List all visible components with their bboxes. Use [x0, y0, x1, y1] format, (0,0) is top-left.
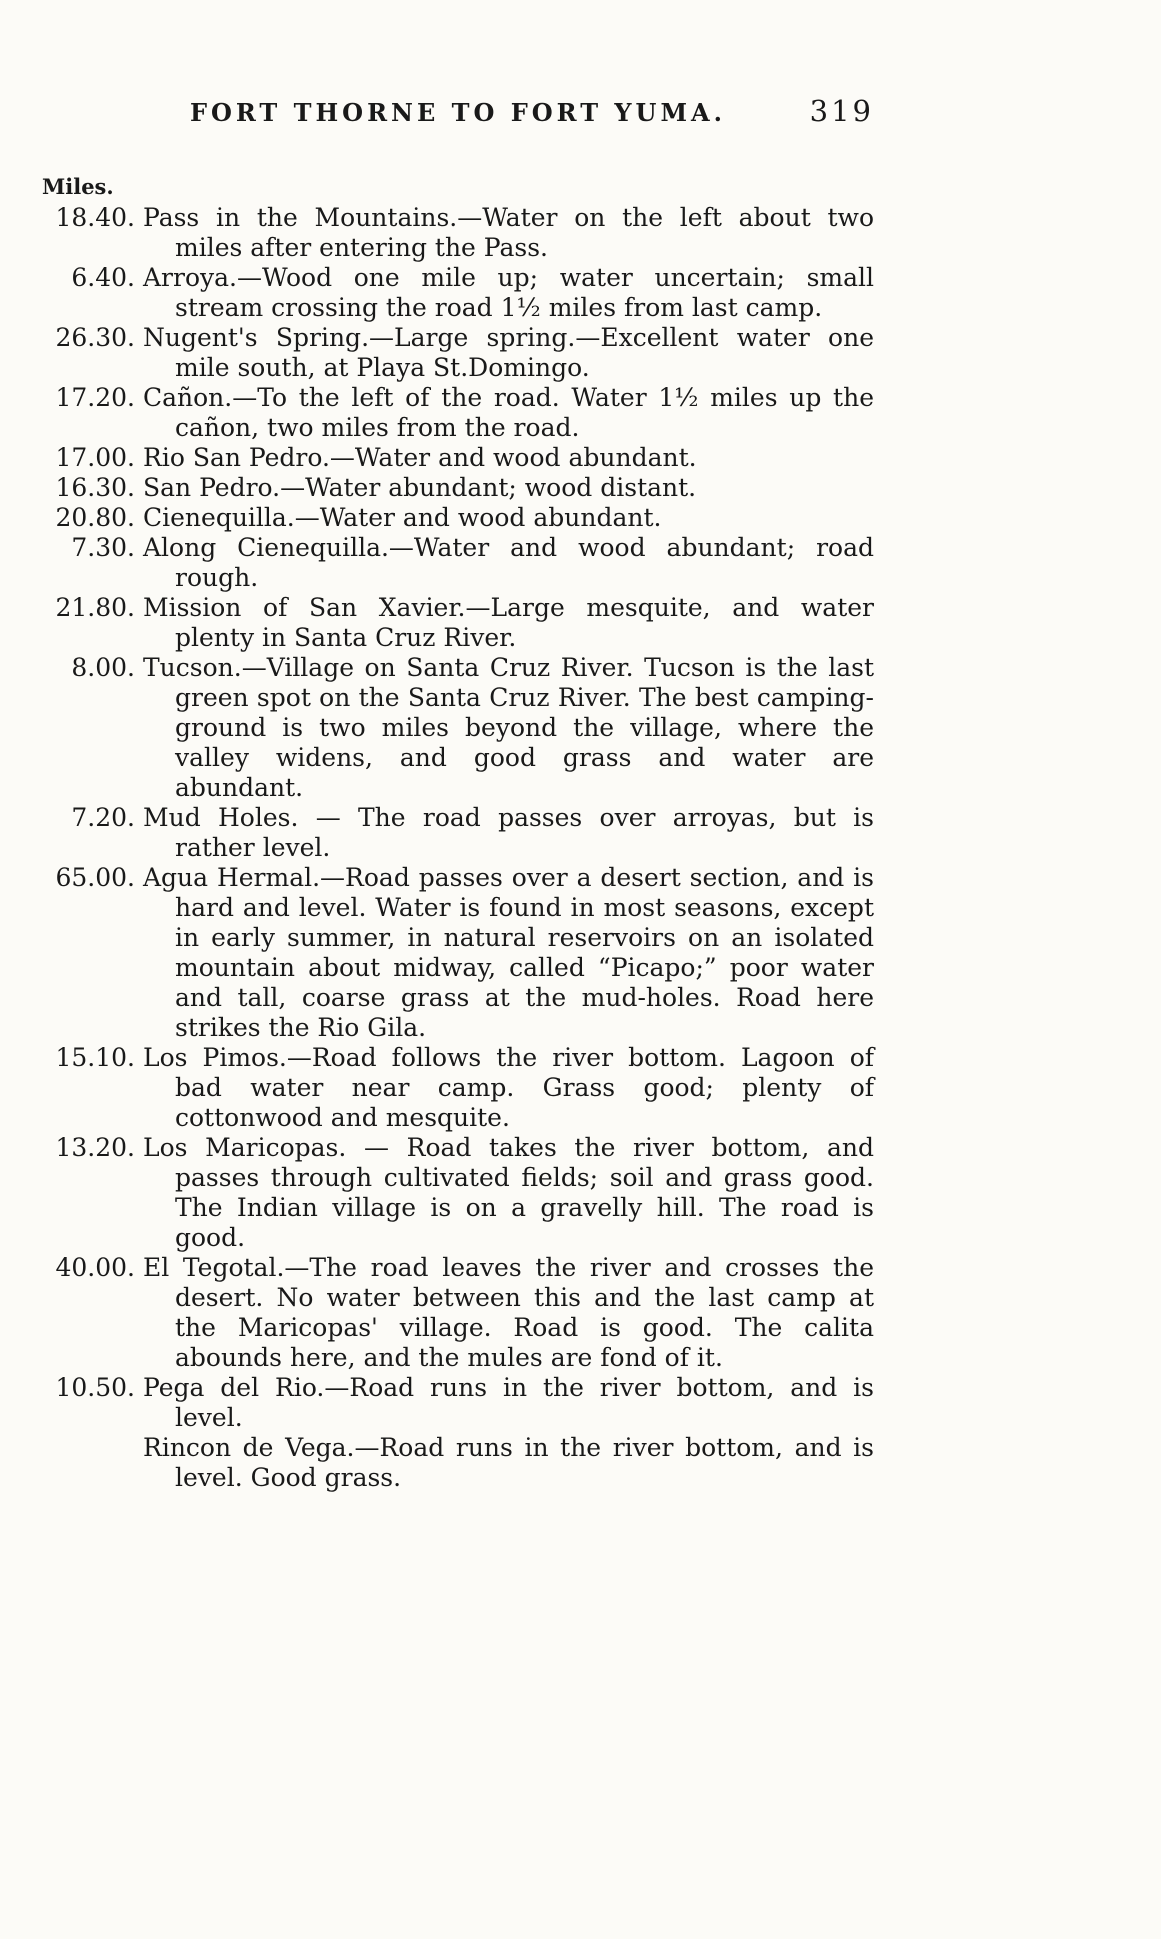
entry-miles: 6.40.: [71, 263, 135, 292]
entry-miles: 7.20.: [71, 803, 135, 832]
entry-text: Mud Holes. — The road passes over arroyas, but is rather level.: [143, 803, 874, 862]
entry-miles: 13.20.: [55, 1133, 135, 1162]
itinerary-entry: [42, 443, 874, 473]
itinerary-entry: [42, 1373, 874, 1433]
itinerary-entry: [42, 653, 874, 803]
entry-miles: 20.80.: [55, 503, 135, 532]
itinerary-entry: [42, 533, 874, 593]
itinerary-list: [42, 203, 874, 1493]
miles-column-label: Miles.: [42, 174, 114, 199]
entry-miles: 15.10.: [55, 1043, 135, 1072]
entry-text: Tucson.—Village on Santa Cruz River. Tucson is the last green spot on the Santa Cruz River. The best camping-ground is two miles beyond the village, where the valley widens, and good grass and water are abundant.: [143, 653, 874, 802]
entry-text: Pega del Rio.—Road runs in the river bottom, and is level.: [143, 1373, 874, 1432]
page-header: [42, 94, 874, 132]
entry-text: Pass in the Mountains.—Water on the left about two miles after entering the Pass.: [143, 203, 874, 262]
itinerary-entry: [42, 1043, 874, 1133]
itinerary-entry: [42, 1253, 874, 1373]
entry-text: Rio San Pedro.—Water and wood abundant.: [143, 443, 697, 472]
entry-text: Along Cienequilla.—Water and wood abundant; road rough.: [143, 533, 874, 592]
itinerary-entry: [42, 863, 874, 1043]
entry-miles: 7.30.: [71, 533, 135, 562]
itinerary-entry: [42, 263, 874, 323]
entry-miles: 65.00.: [55, 863, 135, 892]
running-head-title: FORT THORNE TO FORT YUMA.: [189, 98, 727, 127]
entry-miles: 16.30.: [55, 473, 135, 502]
itinerary-entry: [42, 803, 874, 863]
entry-miles: 40.00.: [55, 1253, 135, 1282]
itinerary-entry: [42, 503, 874, 533]
entry-miles: 26.30.: [55, 323, 135, 352]
entry-text: Agua Hermal.—Road passes over a desert section, and is hard and level. Water is found in most seasons, except in early summer, in natural reservoirs on an isolated mountain about midway, called “Picapo;” poor water and tall, coarse grass at the mud-holes. Road here strikes the Rio Gila.: [143, 863, 874, 1042]
entry-text: Cañon.—To the left of the road. Water 1½ miles up the cañon, two miles from the road.: [143, 383, 874, 442]
entry-text: San Pedro.—Water abundant; wood distant.: [143, 473, 697, 502]
entry-miles: 21.80.: [55, 593, 135, 622]
page-number: 319: [809, 94, 874, 128]
entry-miles: 17.00.: [55, 443, 135, 472]
entry-miles: 10.50.: [55, 1373, 135, 1402]
itinerary-entry: [42, 383, 874, 443]
book-page: [42, 0, 874, 1493]
itinerary-entry: [42, 323, 874, 383]
entry-miles: 8.00.: [71, 653, 135, 682]
itinerary-entry: [42, 1433, 874, 1493]
entry-text: Rincon de Vega.—Road runs in the river bottom, and is level. Good grass.: [143, 1433, 874, 1492]
entry-text: Nugent's Spring.—Large spring.—Excellent water one mile south, at Playa St.Domingo.: [143, 323, 874, 382]
entry-text: Los Maricopas. — Road takes the river bottom, and passes through cultivated fields; soil and grass good. The Indian village is on a gravelly hill. The road is good.: [143, 1133, 874, 1252]
entry-text: El Tegotal.—The road leaves the river and crosses the desert. No water between this and the last camp at the Maricopas' village. Road is good. The calita abounds here, and the mules are fond of it.: [143, 1253, 874, 1372]
itinerary-entry: [42, 203, 874, 263]
entry-text: Arroya.—Wood one mile up; water uncertain; small stream crossing the road 1½ miles from last camp.: [143, 263, 874, 322]
itinerary-entry: [42, 473, 874, 503]
entry-text: Mission of San Xavier.—Large mesquite, and water plenty in Santa Cruz River.: [143, 593, 874, 652]
entry-miles: 17.20.: [55, 383, 135, 412]
itinerary-entry: [42, 593, 874, 653]
itinerary-entry: [42, 1133, 874, 1253]
entry-text: Cienequilla.—Water and wood abundant.: [143, 503, 662, 532]
entry-miles: 18.40.: [55, 203, 135, 232]
entry-text: Los Pimos.—Road follows the river bottom. Lagoon of bad water near camp. Grass good; plenty of cottonwood and mesquite.: [143, 1043, 874, 1132]
